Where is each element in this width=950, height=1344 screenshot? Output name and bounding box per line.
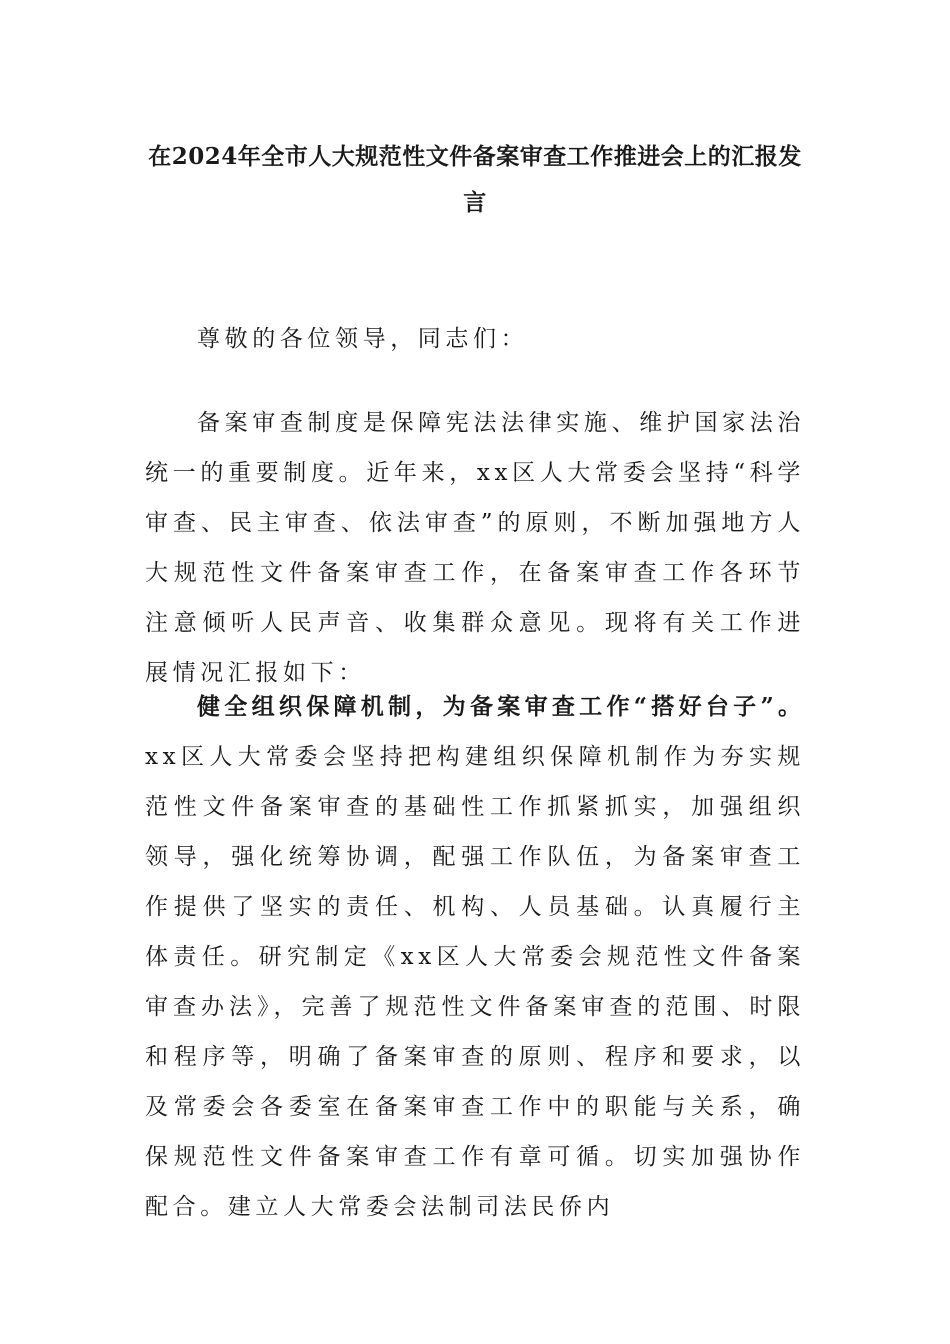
paragraph-organization: [145, 682, 805, 1232]
paragraph-intro: 备案审查制度是保障宪法法律实施、维护国家法治统一的重要制度。近年来，xx区人大常委会坚持“科学审查、民主审查、依法审查”的原则，不断加强地方人大规范性文件备案审查工作，在备案审查工作各环节注意倾听人民声音、收集群众意见。现将有关工作进展情况汇报如下：: [145, 410, 805, 686]
paragraph-body: xx区人大常委会坚持把构建组织保障机制作为夯实规范性文件备案审查的基础性工作抓紧抓实，加强组织领导，强化统筹协调，配强工作队伍，为备案审查工作提供了坚实的责任、机构、人员基础。认真履行主体责任。研究制定《xx区人大常委会规范性文件备案审查办法》，完善了规范性文件备案审查的范围、时限和程序等，明确了备案审查的原则、程序和要求，以及常委会各委室在备案审查工作中的职能与关系，确保规范性文件备案审查工作有章可循。切实加强协作配合。建立人大常委会法制司法民侨内: [145, 744, 805, 1220]
paragraph-lead-heading: 健全组织保障机制，为备案审查工作“搭好台子”。: [197, 693, 805, 720]
greeting: 尊敬的各位领导，同志们：: [197, 326, 529, 352]
document-title: 在2024年全市人大规范性文件备案审查工作推进会上的汇报发言: [148, 143, 802, 216]
